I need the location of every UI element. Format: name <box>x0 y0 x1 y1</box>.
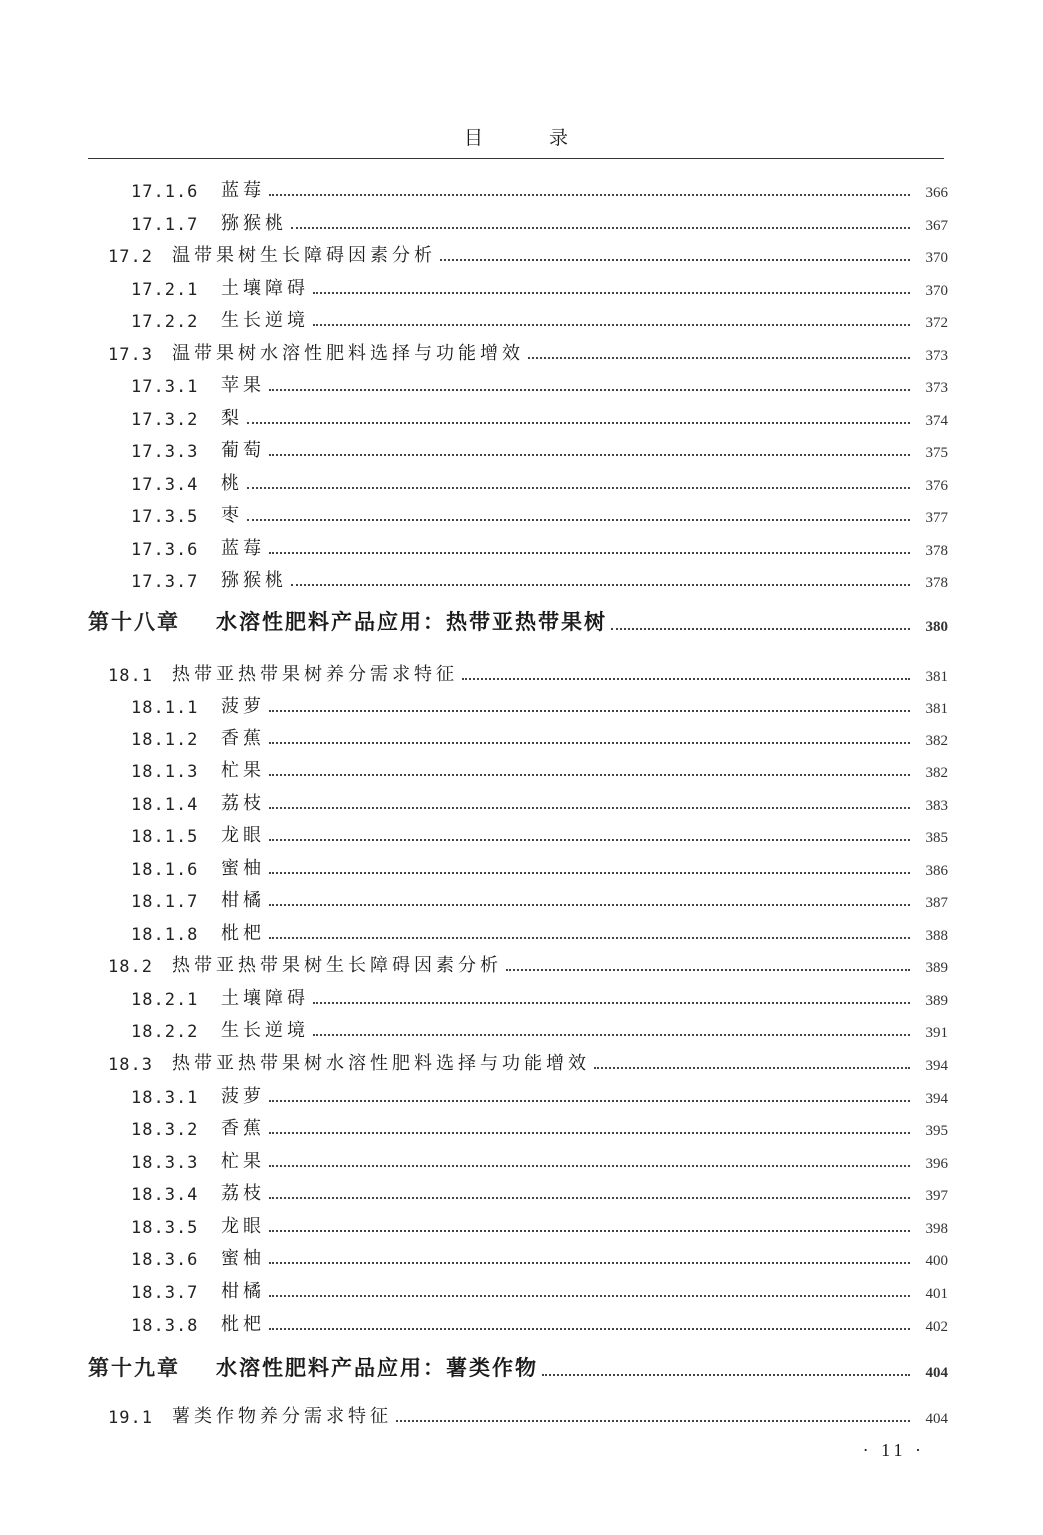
toc-leader-dots <box>440 258 910 261</box>
toc-entry-title: 生长逆境 <box>221 310 309 331</box>
toc-entry-number: 18.3.1 <box>131 1088 199 1108</box>
toc-subsection-entry[interactable] <box>131 915 948 945</box>
toc-leader-dots <box>269 1327 910 1330</box>
toc-entry-title: 温带果树生长障碍因素分析 <box>172 245 436 266</box>
toc-leader-dots <box>269 709 910 712</box>
toc-leader-dots <box>247 486 910 489</box>
toc-leader-dots <box>269 871 910 874</box>
toc-subsection-entry[interactable] <box>131 1175 948 1205</box>
toc-entry-title: 生长逆境 <box>221 1020 309 1041</box>
toc-leader-dots <box>269 903 910 906</box>
toc-entry-number: 17.3.5 <box>131 507 199 527</box>
toc-entry-number: 18.3.4 <box>131 1185 199 1205</box>
toc-subsection-entry[interactable] <box>131 720 948 750</box>
toc-entry-title: 猕猴桃 <box>221 213 287 234</box>
toc-entry-number: 18.2 <box>108 957 153 977</box>
toc-entry-title: 蜜柚 <box>221 1248 265 1269</box>
toc-entry-page: 404 <box>925 1411 948 1427</box>
toc-entry-number: 18.3.2 <box>131 1120 199 1140</box>
toc-entry-number: 18.1.3 <box>131 762 199 782</box>
toc-subsection-entry[interactable] <box>131 1143 948 1173</box>
toc-leader-dots <box>506 968 910 971</box>
toc-subsection-entry[interactable] <box>131 367 948 397</box>
toc-leader-dots <box>269 193 910 196</box>
toc-section-entry[interactable] <box>108 656 948 686</box>
toc-leader-dots <box>269 773 910 776</box>
toc-entry-page: 397 <box>925 1188 948 1204</box>
toc-entry-title: 薯类作物养分需求特征 <box>172 1406 392 1427</box>
toc-subsection-entry[interactable] <box>131 172 948 202</box>
toc-leader-dots <box>291 583 910 586</box>
toc-section-entry[interactable] <box>108 335 948 365</box>
toc-entry-title: 柑橘 <box>221 1281 265 1302</box>
toc-subsection-entry[interactable] <box>131 1012 948 1042</box>
toc-leader-dots <box>269 838 910 841</box>
toc-subsection-entry[interactable] <box>131 432 948 462</box>
toc-entry-title: 枇杷 <box>221 923 265 944</box>
toc-subsection-entry[interactable] <box>131 1078 948 1108</box>
toc-entry-title: 菠萝 <box>221 696 265 717</box>
toc-entry-number: 第十九章 <box>88 1356 180 1380</box>
toc-entry-number: 17.2.2 <box>131 312 199 332</box>
toc-entry-page: 385 <box>925 830 948 846</box>
toc-entry-page: 382 <box>925 765 948 781</box>
toc-entry-title: 蓝莓 <box>221 538 265 559</box>
toc-entry-page: 382 <box>925 733 948 749</box>
toc-leader-dots <box>594 1066 910 1069</box>
toc-entry-title: 柑橘 <box>221 890 265 911</box>
toc-leader-dots <box>611 627 910 630</box>
toc-entry-number: 18.1.2 <box>131 730 199 750</box>
toc-entry-title: 龙眼 <box>221 825 265 846</box>
toc-leader-dots <box>528 356 910 359</box>
toc-leader-dots <box>269 551 910 554</box>
toc-leader-dots <box>313 291 910 294</box>
toc-entry-title: 蜜柚 <box>221 858 265 879</box>
toc-leader-dots <box>269 1229 910 1232</box>
toc-section-entry[interactable] <box>108 1045 948 1075</box>
toc-entry-title: 菠萝 <box>221 1086 265 1107</box>
toc-entry-page: 389 <box>925 960 948 976</box>
toc-subsection-entry[interactable] <box>131 850 948 880</box>
toc-leader-dots <box>269 936 910 939</box>
toc-entry-number: 18.3.5 <box>131 1218 199 1238</box>
toc-entry-page: 383 <box>925 798 948 814</box>
toc-entry-title: 龙眼 <box>221 1216 265 1237</box>
toc-entry-title: 蓝莓 <box>221 180 265 201</box>
toc-entry-title: 热带亚热带果树养分需求特征 <box>172 664 458 685</box>
toc-leader-dots <box>269 1164 910 1167</box>
toc-entry-number: 18.3 <box>108 1055 153 1075</box>
toc-subsection-entry[interactable] <box>131 1273 948 1303</box>
toc-chapter-entry[interactable] <box>88 606 948 636</box>
toc-entry-page: 367 <box>925 218 948 234</box>
toc-entry-page: 366 <box>925 185 948 201</box>
toc-subsection-entry[interactable] <box>131 785 948 815</box>
toc-entry-title: 香蕉 <box>221 1118 265 1139</box>
toc-entry-page: 404 <box>925 1365 948 1381</box>
toc-section-entry[interactable] <box>108 1398 948 1428</box>
toc-entry-number: 18.2.1 <box>131 990 199 1010</box>
toc-entry-page: 394 <box>925 1091 948 1107</box>
toc-entry-number: 18.1.4 <box>131 795 199 815</box>
toc-entry-page: 388 <box>925 928 948 944</box>
toc-entry-page: 378 <box>925 543 948 559</box>
toc-leader-dots <box>247 518 910 521</box>
toc-chapter-entry[interactable] <box>88 1352 948 1382</box>
toc-subsection-entry[interactable] <box>131 882 948 912</box>
toc-entry-number: 17.3.7 <box>131 572 199 592</box>
toc-entry-number: 17.3.6 <box>131 540 199 560</box>
toc-entry-title: 温带果树水溶性肥料选择与功能增效 <box>172 343 524 364</box>
toc-entry-page: 381 <box>925 669 948 685</box>
toc-subsection-entry[interactable] <box>131 497 948 527</box>
toc-entry-number: 18.3.6 <box>131 1250 199 1270</box>
toc-entry-title: 杧果 <box>221 760 265 781</box>
toc-entry-page: 395 <box>925 1123 948 1139</box>
toc-entry-title: 梨 <box>221 408 243 429</box>
toc-entry-number: 17.3.3 <box>131 442 199 462</box>
toc-subsection-entry[interactable] <box>131 270 948 300</box>
toc-entry-number: 17.2.1 <box>131 280 199 300</box>
toc-leader-dots <box>269 1196 910 1199</box>
toc-entry-title: 水溶性肥料产品应用：热带亚热带果树 <box>216 610 607 634</box>
toc-subsection-entry[interactable] <box>131 465 948 495</box>
toc-leader-dots <box>269 1294 910 1297</box>
toc-subsection-entry[interactable] <box>131 752 948 782</box>
toc-section-entry[interactable] <box>108 947 948 977</box>
toc-subsection-entry[interactable] <box>131 980 948 1010</box>
toc-entry-title: 猕猴桃 <box>221 570 287 591</box>
toc-entry-page: 381 <box>925 701 948 717</box>
toc-entry-title: 葡萄 <box>221 440 265 461</box>
toc-entry-number: 第十八章 <box>88 610 180 634</box>
toc-leader-dots <box>313 1033 910 1036</box>
toc-entry-page: 373 <box>925 380 948 396</box>
toc-entry-page: 389 <box>925 993 948 1009</box>
toc-entry-number: 17.1.7 <box>131 215 199 235</box>
toc-entry-title: 荔枝 <box>221 1183 265 1204</box>
toc-entry-number: 18.1.7 <box>131 892 199 912</box>
page-number: · 11 · <box>862 1440 925 1460</box>
toc-entry-page: 396 <box>925 1156 948 1172</box>
toc-entry-number: 17.3.4 <box>131 475 199 495</box>
toc-leader-dots <box>247 421 910 424</box>
toc-entry-title: 土壤障碍 <box>221 988 309 1009</box>
toc-entry-number: 18.3.8 <box>131 1316 199 1336</box>
toc-subsection-entry[interactable] <box>131 1110 948 1140</box>
toc-subsection-entry[interactable] <box>131 817 948 847</box>
toc-leader-dots <box>291 226 910 229</box>
toc-subsection-entry[interactable] <box>131 302 948 332</box>
toc-entry-number: 18.1 <box>108 666 153 686</box>
toc-entry-number: 18.1.5 <box>131 827 199 847</box>
toc-subsection-entry[interactable] <box>131 1306 948 1336</box>
toc-leader-dots <box>396 1419 910 1422</box>
toc-entry-page: 377 <box>925 510 948 526</box>
toc-leader-dots <box>269 453 910 456</box>
toc-entry-page: 402 <box>925 1319 948 1335</box>
toc-entry-title: 枣 <box>221 505 243 526</box>
toc-entry-page: 370 <box>925 283 948 299</box>
toc-entry-title: 土壤障碍 <box>221 278 309 299</box>
toc-entry-number: 17.3.1 <box>131 377 199 397</box>
toc-leader-dots <box>313 1001 910 1004</box>
toc-entry-page: 398 <box>925 1221 948 1237</box>
toc-entry-page: 400 <box>925 1253 948 1269</box>
toc-subsection-entry[interactable] <box>131 562 948 592</box>
toc-entry-title: 水溶性肥料产品应用：薯类作物 <box>216 1356 538 1380</box>
toc-entry-page: 378 <box>925 575 948 591</box>
toc-leader-dots <box>542 1373 910 1376</box>
toc-entry-page: 391 <box>925 1025 948 1041</box>
toc-entry-number: 17.2 <box>108 247 153 267</box>
toc-subsection-entry[interactable] <box>131 1208 948 1238</box>
toc-entry-number: 17.1.6 <box>131 182 199 202</box>
toc-entry-number: 18.3.3 <box>131 1153 199 1173</box>
toc-entry-page: 380 <box>925 619 948 635</box>
toc-entry-number: 19.1 <box>108 1408 153 1428</box>
toc-entry-page: 374 <box>925 413 948 429</box>
toc-entry-title: 香蕉 <box>221 728 265 749</box>
toc-entry-number: 18.2.2 <box>131 1022 199 1042</box>
toc-entry-title: 热带亚热带果树生长障碍因素分析 <box>172 955 502 976</box>
toc-entry-page: 386 <box>925 863 948 879</box>
toc-entry-page: 372 <box>925 315 948 331</box>
toc-entry-title: 杧果 <box>221 1151 265 1172</box>
page-header-title: 目 录 <box>463 127 599 149</box>
toc-entry-number: 17.3 <box>108 345 153 365</box>
toc-entry-number: 18.3.7 <box>131 1283 199 1303</box>
toc-entry-page: 370 <box>925 250 948 266</box>
toc-leader-dots <box>269 1131 910 1134</box>
toc-entry-title: 苹果 <box>221 375 265 396</box>
toc-entry-title: 枇杷 <box>221 1314 265 1335</box>
toc-entry-page: 387 <box>925 895 948 911</box>
toc-entry-page: 375 <box>925 445 948 461</box>
toc-entry-title: 荔枝 <box>221 793 265 814</box>
toc-section-entry[interactable] <box>108 237 948 267</box>
toc-leader-dots <box>269 388 910 391</box>
toc-entry-title: 桃 <box>221 473 243 494</box>
toc-leader-dots <box>269 741 910 744</box>
toc-entry-page: 394 <box>925 1058 948 1074</box>
toc-entry-page: 373 <box>925 348 948 364</box>
toc-entry-number: 18.1.6 <box>131 860 199 880</box>
toc-subsection-entry[interactable] <box>131 688 948 718</box>
toc-subsection-entry[interactable] <box>131 1240 948 1270</box>
toc-leader-dots <box>313 323 910 326</box>
toc-entry-page: 401 <box>925 1286 948 1302</box>
toc-leader-dots <box>269 1099 910 1102</box>
toc-subsection-entry[interactable] <box>131 530 948 560</box>
toc-entry-page: 376 <box>925 478 948 494</box>
toc-subsection-entry[interactable] <box>131 205 948 235</box>
toc-leader-dots <box>269 806 910 809</box>
toc-entry-number: 17.3.2 <box>131 410 199 430</box>
toc-entry-number: 18.1.8 <box>131 925 199 945</box>
toc-subsection-entry[interactable] <box>131 400 948 430</box>
toc-entry-number: 18.1.1 <box>131 698 199 718</box>
toc-leader-dots <box>269 1261 910 1264</box>
toc-entry-title: 热带亚热带果树水溶性肥料选择与功能增效 <box>172 1053 590 1074</box>
toc-leader-dots <box>462 677 910 680</box>
